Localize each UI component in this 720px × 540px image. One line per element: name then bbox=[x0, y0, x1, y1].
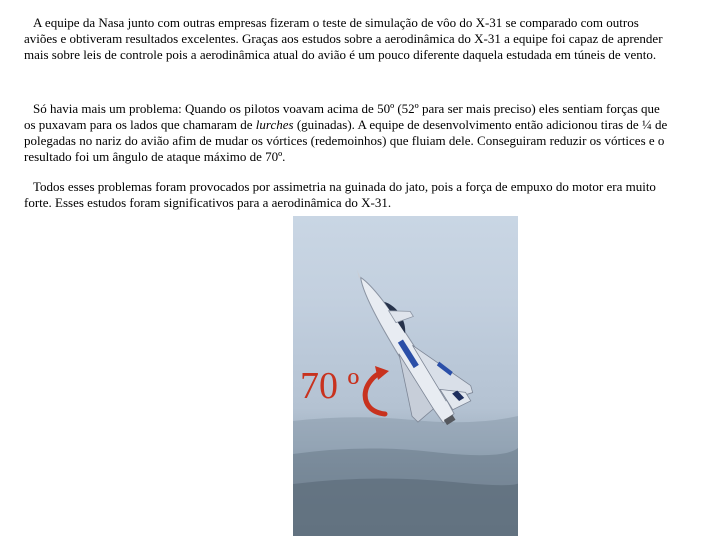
curved-arrow-icon bbox=[355, 365, 401, 421]
paragraph-problem bbox=[24, 101, 674, 165]
angle-of-attack-label: 70 º bbox=[300, 365, 360, 407]
paragraph-intro: A equipe da Nasa junto com outras empresas fizeram o teste de simulação de vôo do X-31 se comparado com outros aviões e obtiveram resultados excelentes. Graças aos estudos sobre a aerodinâmica do X-31 a equipe foi capaz de aprender mais sobre leis de controle pois a aerodinâmica atual do avião é um pouco diferente daquela estudada em túneis de vento. bbox=[24, 15, 663, 62]
paragraph-problem-text-a: Só havia mais um problema: Quando os pilotos voavam acima de 50º (52º para ser mais preciso) eles sentiam forças que os puxavam para os lados que chamaram de bbox=[24, 101, 660, 132]
paragraph-conclusion: Todos esses problemas foram provocados por assimetria na guinada do jato, pois a força de empuxo do motor era muito forte. Esses estudos foram significativos para a aerodinâmica do X-31. bbox=[24, 179, 656, 210]
lurches-term: lurches bbox=[255, 117, 294, 132]
paragraph-problem-text-b: (guinadas). A equipe de desenvolvimento então adicionou tiras de ¼ de polegadas no nariz do avião afim de mudar os vórtices (redemoinhos) que fluiam dele. Conseguiram reduzir os vórtices e o resultado foi um ângulo de ataque máximo de 70º. bbox=[24, 117, 668, 164]
